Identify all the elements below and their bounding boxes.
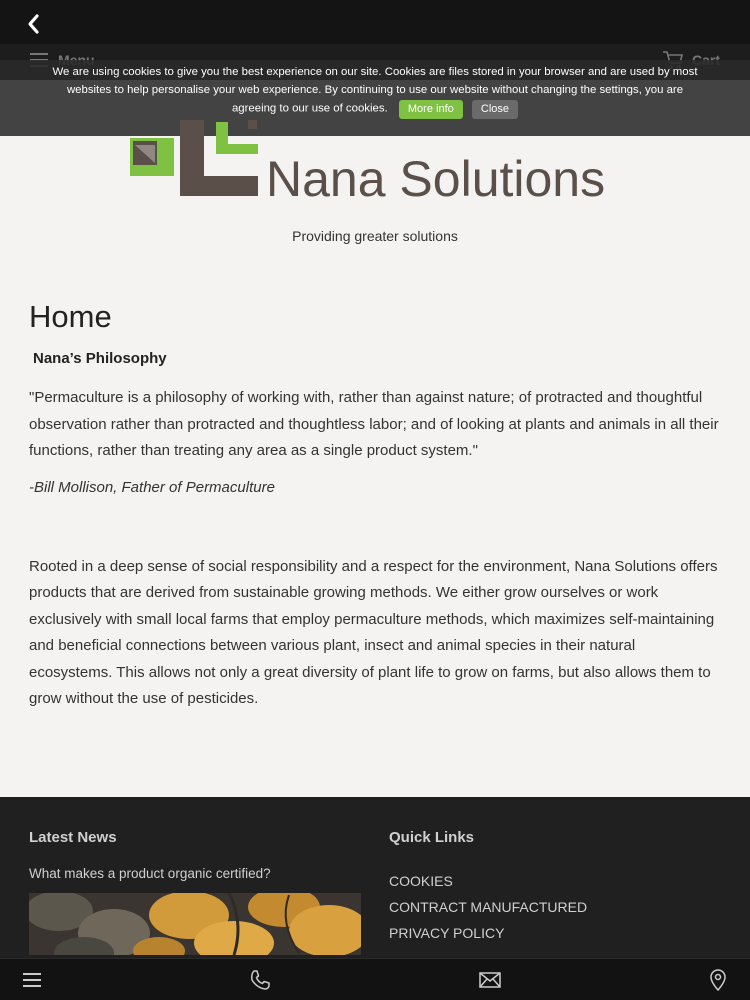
call-button[interactable] (248, 968, 272, 992)
chevron-left-icon (22, 12, 46, 36)
news-image[interactable] (29, 893, 361, 955)
site-tagline: Providing greater solutions (292, 228, 458, 244)
cookie-line: websites to help personalise your web experience. By continuing to use our website without changing the settings, you are (66, 83, 684, 96)
section-heading: Nana’s Philosophy (33, 350, 167, 367)
location-pin-icon (706, 968, 730, 992)
quick-links-list (389, 868, 719, 946)
brand-name: Nana Solutions (266, 151, 606, 207)
cookie-line (34, 99, 716, 118)
hamburger-icon (20, 968, 44, 992)
quick-link-cookies[interactable]: COOKIES (389, 873, 453, 889)
back-button[interactable] (22, 12, 46, 36)
page-title: Home (29, 299, 112, 334)
location-button[interactable] (706, 968, 730, 992)
cookie-line: We are using cookies to give you the best experience on our site. Cookies are files stored in your browser and are used by most (52, 66, 698, 78)
more-info-button[interactable]: More info (399, 100, 463, 119)
site-logo[interactable] (130, 118, 620, 208)
body-paragraph: Rooted in a deep sense of social responsibility and a respect for the environment, Nana Solutions offers products that are derived from sustainable growing methods. We either grow ourselves or work exclusively with small local farms that employ permaculture methods, which maximizes self-maintaining and beneficial connections between various plant, insect and animal species in their natural ecosystems. This allows not only a great diversity of plant life to grow on farms, but also allows them to grow without the use of pesticides. (29, 557, 718, 707)
email-button[interactable] (478, 968, 502, 992)
bottom-toolbar (0, 958, 750, 1000)
bottom-menu-button[interactable] (20, 968, 44, 992)
latest-news-heading: Latest News (29, 829, 117, 846)
nana-solutions-logo (130, 118, 620, 208)
latest-news-section (29, 829, 361, 955)
phone-icon (248, 968, 272, 992)
philosophy-quote: "Permaculture is a philosophy of working with, rather than against nature; of protracted and thoughtful observation rather than protracted and thoughtless labor; and of looking at plants and animals in all their functions, rather than treating any area as a single product system." (29, 389, 719, 459)
top-bar (0, 0, 750, 48)
quick-link-contract-manufactured[interactable]: CONTRACT MANUFACTURED (389, 899, 588, 915)
close-cookie-button[interactable]: Close (472, 100, 518, 119)
main-content (29, 298, 719, 713)
quote-attribution: -Bill Mollison, Father of Permaculture (29, 478, 275, 496)
cookie-message (34, 64, 716, 118)
footer (0, 797, 750, 959)
mail-icon (478, 968, 502, 992)
quick-links-section (389, 829, 719, 946)
news-item-link[interactable]: What makes a product organic certified? (29, 866, 271, 881)
quick-links-heading: Quick Links (389, 829, 475, 846)
quick-link-privacy-policy[interactable]: PRIVACY POLICY (389, 925, 505, 941)
cookie-line-text: agreeing to our use of cookies. (231, 102, 388, 115)
